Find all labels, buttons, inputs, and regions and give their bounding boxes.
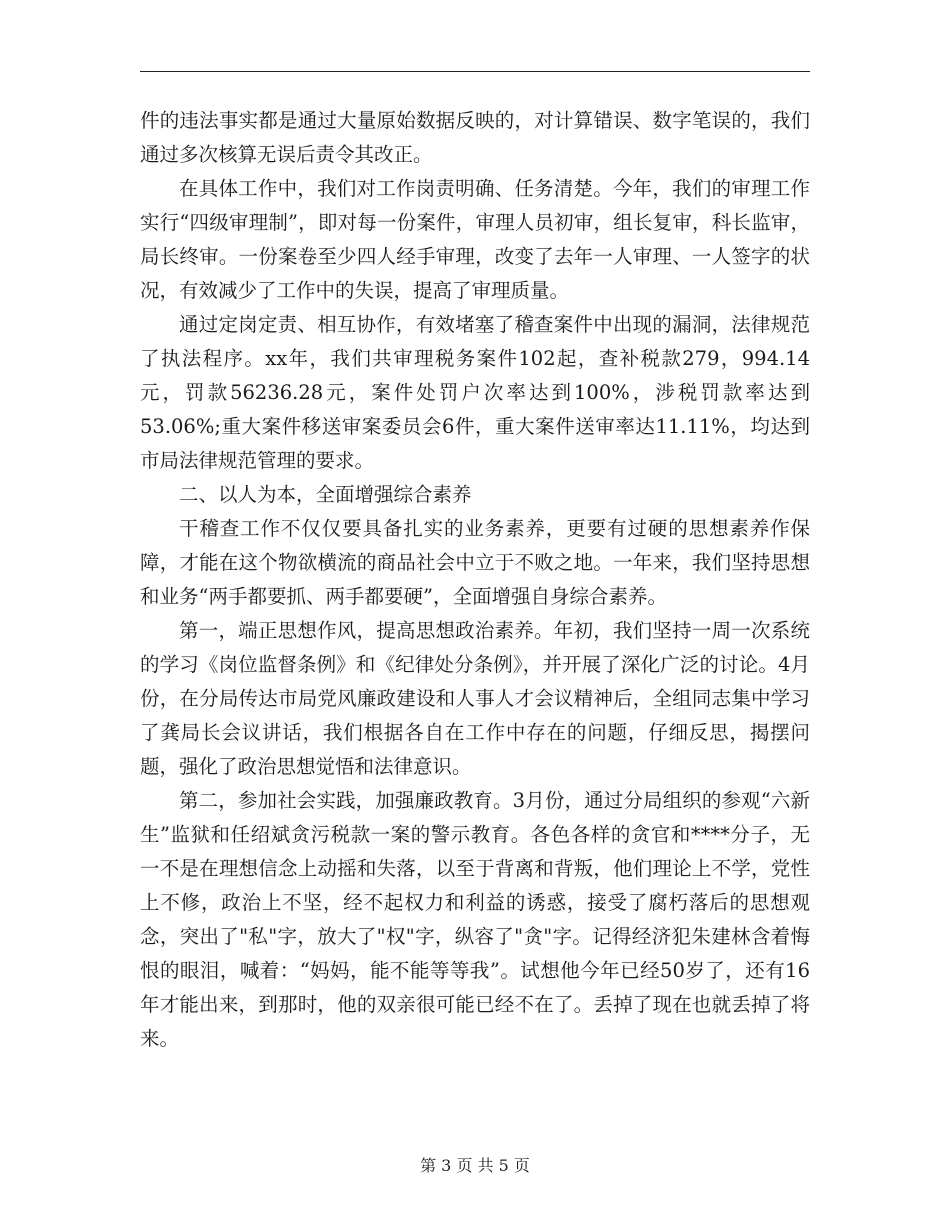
paragraph-second-point: 第二，参加社会实践，加强廉政教育。3月份，通过分局组织的参观“六新生”监狱和任绍斌贪污税款一案的警示教育。各色各样的贪官和****分子，无一不是在理想信念上动摇和失落，以至于背离和背叛，他们理论上不学，党性上不修，政治上不坚，经不起权力和利益的诱惑，接受了腐朽落后的思想观念，突出了"私"字，放大了"权"字，纵容了"贪"字。记得经济犯朱建林含着悔恨的眼泪，喊着：“妈妈，能不能等等我”。试想他今年已经50岁了，还有16年才能出来，到那时，他的双亲很可能已经不在了。丢掉了现在也就丢掉了将来。 bbox=[140, 789, 810, 1050]
header-rule bbox=[140, 71, 810, 72]
paragraph-overall-quality: 干稽查工作不仅仅要具备扎实的业务素养，更要有过硬的思想素养作保障，才能在这个物欲横流的商品社会中立于不败之地。一年来，我们坚持思想和业务“两手都要抓、两手都要硬”，全面增强自身综合素养。 bbox=[140, 517, 810, 608]
document-body bbox=[140, 104, 810, 1056]
page-footer: 第 3 页 共 5 页 bbox=[420, 1156, 530, 1175]
paragraph-review-system: 在具体工作中，我们对工作岗责明确、任务清楚。今年，我们的审理工作实行“四级审理制”，即对每一份案件，审理人员初审，组长复审，科长监审，局长终审。一份案卷至少四人经手审理，改变了去年一人审理、一人签字的状况，有效减少了工作中的失误，提高了审理质量。 bbox=[140, 177, 810, 302]
section-heading: 二、以人为本，全面增强综合素养 bbox=[179, 483, 472, 506]
paragraph-first-point: 第一，端正思想作风，提高思想政治素养。年初，我们坚持一周一次系统的学习《岗位监督条例》和《纪律处分条例》，并开展了深化广泛的讨论。4月份，在分局传达市局党风廉政建设和人事人才会议精神后，全组同志集中学习了龚局长会议讲话，我们根据各自在工作中存在的问题，仔细反思，揭摆问题，强化了政治思想觉悟和法律意识。 bbox=[140, 619, 810, 778]
paragraph-continuation: 件的违法事实都是通过大量原始数据反映的，对计算错误、数字笔误的，我们通过多次核算无误后责令其改正。 bbox=[140, 109, 810, 166]
paragraph-case-statistics: 通过定岗定责、相互协作，有效堵塞了稽查案件中出现的漏洞，法律规范了执法程序。xx年，我们共审理税务案件102起，查补税款279，994.14元，罚款56236.28元，案件处罚户次率达到100%，涉税罚款率达到53.06%;重大案件移送审案委员会6件，重大案件送审率达11.11%，均达到市局法律规范管理的要求。 bbox=[140, 313, 810, 472]
